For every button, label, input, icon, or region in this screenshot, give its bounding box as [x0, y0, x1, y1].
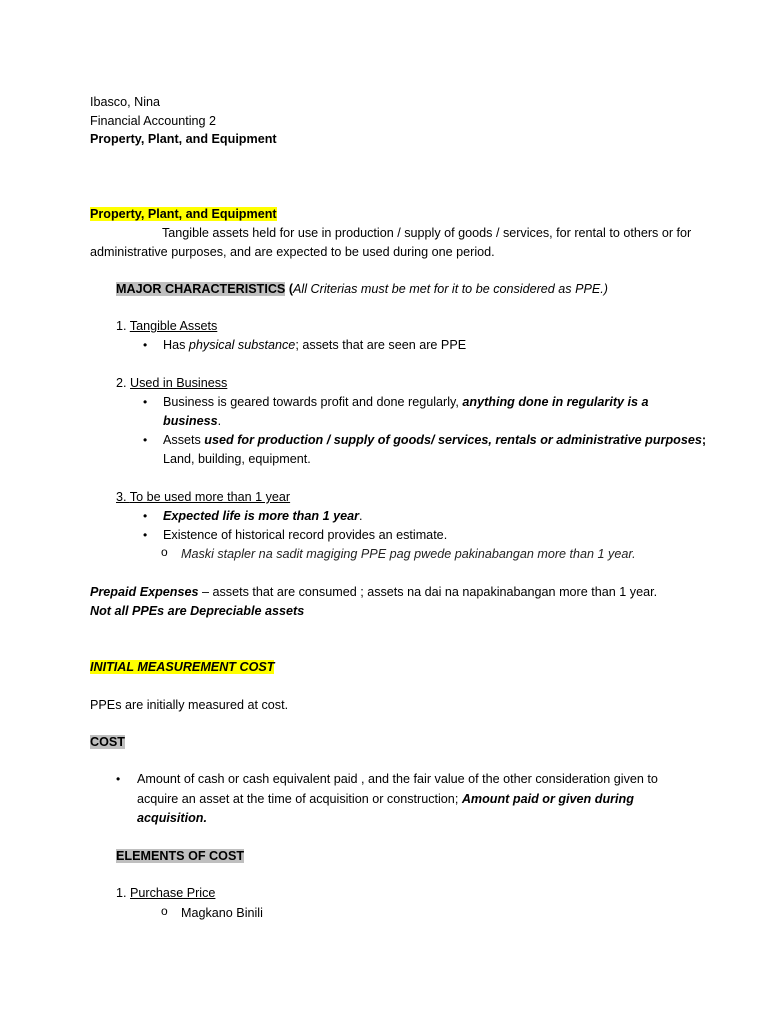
- element-1-sub: Magkano Binili: [181, 906, 263, 920]
- course-name: Financial Accounting 2: [90, 114, 217, 128]
- cost-definition-line2: [137, 790, 634, 808]
- major-characteristics-note: All Criterias must be met for it to be considered as PPE.): [293, 282, 608, 296]
- bullet-icon: •: [143, 338, 148, 352]
- bullet-italic-text: business: [163, 414, 218, 428]
- bullet-text: ; assets that are seen are PPE: [295, 338, 467, 352]
- bullet-italic-text: Expected life is more than 1 year: [163, 509, 359, 523]
- elements-of-cost-heading: [116, 847, 244, 865]
- bullet-icon: •: [143, 395, 148, 409]
- elements-of-cost-heading-text: ELEMENTS OF COST: [116, 849, 245, 863]
- bullet-icon: •: [143, 528, 148, 542]
- bullet-text: Assets: [163, 433, 205, 447]
- characteristic-1-title: [116, 317, 217, 335]
- prepaid-expenses-text: – assets that are consumed ; assets na dai na napakinabangan more than 1 year.: [198, 585, 658, 599]
- bullet-text: Has: [163, 338, 189, 352]
- ppe-definition-line2: administrative purposes, and are expected to be used during one period.: [90, 245, 495, 259]
- characteristic-3-bullet-2: Existence of historical record provides an estimate.: [163, 528, 448, 542]
- ppe-heading-text: Property, Plant, and Equipment: [90, 207, 277, 221]
- initial-measurement-heading-text: INITIAL MEASUREMENT COST: [90, 660, 275, 674]
- circle-bullet-icon: o: [161, 545, 168, 559]
- characteristic-1-number: 1.: [116, 319, 130, 333]
- prepaid-expenses-label: Prepaid Expenses: [90, 585, 199, 599]
- cost-definition-line1: Amount of cash or cash equivalent paid , and the fair value of the other consideration given to: [137, 772, 658, 786]
- characteristic-1-label: Tangible Assets: [129, 319, 218, 333]
- circle-bullet-icon: o: [161, 904, 168, 918]
- element-1-title: [116, 884, 215, 902]
- characteristic-2-bullet-1: [163, 393, 649, 411]
- bullet-text: ;: [701, 433, 707, 447]
- characteristic-2-number: 2.: [116, 376, 131, 390]
- characteristic-2-bullet-1-line2: [163, 412, 221, 430]
- ppe-definition-line1: Tangible assets held for use in production / supply of goods / services, for rental to others or for: [162, 226, 692, 240]
- element-1-label: Purchase Price: [130, 886, 216, 900]
- initial-measurement-heading: [90, 658, 274, 676]
- characteristic-3-label: To be used more than 1 year: [129, 490, 291, 504]
- characteristic-2-bullet-2-line2: Land, building, equipment.: [163, 452, 311, 466]
- major-characteristics-label: MAJOR CHARACTERISTICS: [116, 282, 286, 296]
- author-name: Ibasco, Nina: [90, 95, 161, 109]
- bullet-italic-text: anything done in regularity is a: [462, 395, 649, 409]
- ppe-heading: [90, 205, 277, 223]
- characteristic-2-label: Used in Business: [130, 376, 228, 390]
- characteristic-1-bullet-1: [163, 336, 466, 354]
- characteristic-2-bullet-2: [163, 431, 706, 449]
- cost-definition-line3: acquisition.: [137, 811, 207, 825]
- bullet-text: .: [358, 509, 363, 523]
- document-title: Property, Plant, and Equipment: [90, 132, 277, 146]
- bullet-icon: •: [143, 433, 148, 447]
- bullet-italic-text: physical substance: [188, 338, 296, 352]
- depreciable-note: Not all PPEs are Depreciable assets: [90, 604, 305, 618]
- cost-heading: [90, 733, 125, 751]
- characteristic-3-number: 3.: [116, 490, 130, 504]
- initial-measurement-text: PPEs are initially measured at cost.: [90, 698, 289, 712]
- cost-definition-italic: Amount paid or given during: [461, 792, 634, 806]
- major-characteristics-heading: [116, 280, 608, 298]
- major-characteristics-paren: (: [285, 282, 294, 296]
- bullet-italic-text: used for production / supply of goods/ services, rentals or administrative purposes: [204, 433, 702, 447]
- bullet-icon: •: [143, 509, 148, 523]
- cost-heading-text: COST: [90, 735, 125, 749]
- element-1-number: 1.: [116, 886, 131, 900]
- cost-definition-text: acquire an asset at the time of acquisition or construction;: [137, 792, 462, 806]
- bullet-text: .: [217, 414, 222, 428]
- bullet-text: Business is geared towards profit and done regularly,: [163, 395, 463, 409]
- characteristic-3-sub-bullet-1: Maski stapler na sadit magiging PPE pag pwede pakinabangan more than 1 year.: [181, 547, 636, 561]
- bullet-icon: •: [116, 772, 121, 786]
- prepaid-expenses-line: [90, 583, 657, 601]
- characteristic-3-title: [116, 488, 290, 506]
- characteristic-2-title: [116, 374, 227, 392]
- characteristic-3-bullet-1: [163, 507, 362, 525]
